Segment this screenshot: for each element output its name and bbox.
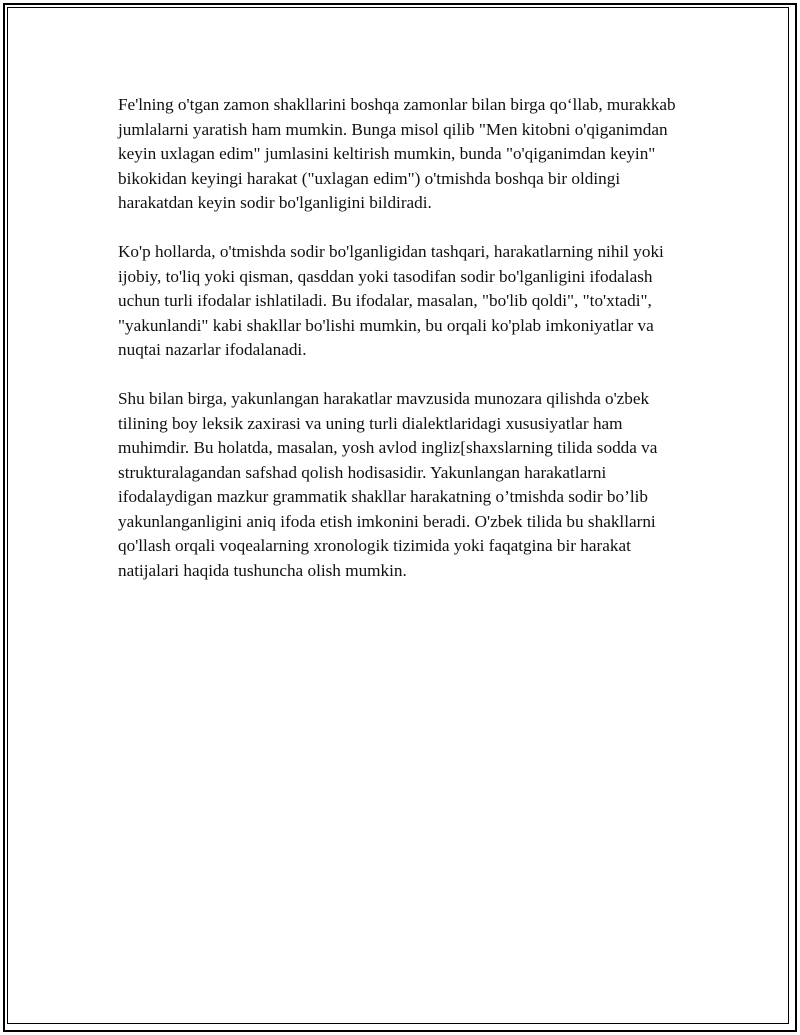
paragraph-2: Ko'p hollarda, o'tmishda sodir bo'lganligidan tashqari, harakatlarning nihil yoki ijobiy, to'liq yoki qisman, qasddan yoki tasodifan sodir bo'lganligini ifodalash uchun turli ifodalar ishlatiladi. Bu ifodalar, masalan, "bo'lib qoldi", "to'xtadi", "yakunlandi" kabi shakllar bo'lishi mumkin, bu orqali ko'plab imkoniyatlar va nuqtai nazarlar ifodalanadi.: [118, 242, 664, 359]
document-body: [118, 93, 694, 608]
paragraph-1: Fe'lning o'tgan zamon shakllarini boshqa zamonlar bilan birga qo‘llab, murakkab jumlalarni yaratish ham mumkin. Bunga misol qilib "Men kitobni o'qiganimdan keyin uxlagan edim" jumlasini keltirish mumkin, bunda "o'qiganimdan keyin" bikokidan keyingi harakat ("uxlagan edim") o'tmishda boshqa bir oldingi harakatdan keyin sodir bo'lganligini bildiradi.: [118, 95, 676, 212]
paragraph-3: Shu bilan birga, yakunlangan harakatlar mavzusida munozara qilishda o'zbek tilining boy leksik zaxirasi va uning turli dialektlaridagi xususiyatlar ham muhimdir. Bu holatda, masalan, yosh avlod ingliz[shaxslarning tilida sodda va strukturalagandan safshad qolish hodisasidir. Yakunlangan harakatlarni ifodalaydigan mazkur grammatik shakllar harakatning o’tmishda sodir bo’lib yakunlanganligini aniq ifoda etish imkonini beradi. O'zbek tilida bu shakllarni qo'llash orqali voqealarning xronologik tizimida yoki faqatgina bir harakat natijalari haqida tushuncha olish mumkin.: [118, 389, 658, 580]
